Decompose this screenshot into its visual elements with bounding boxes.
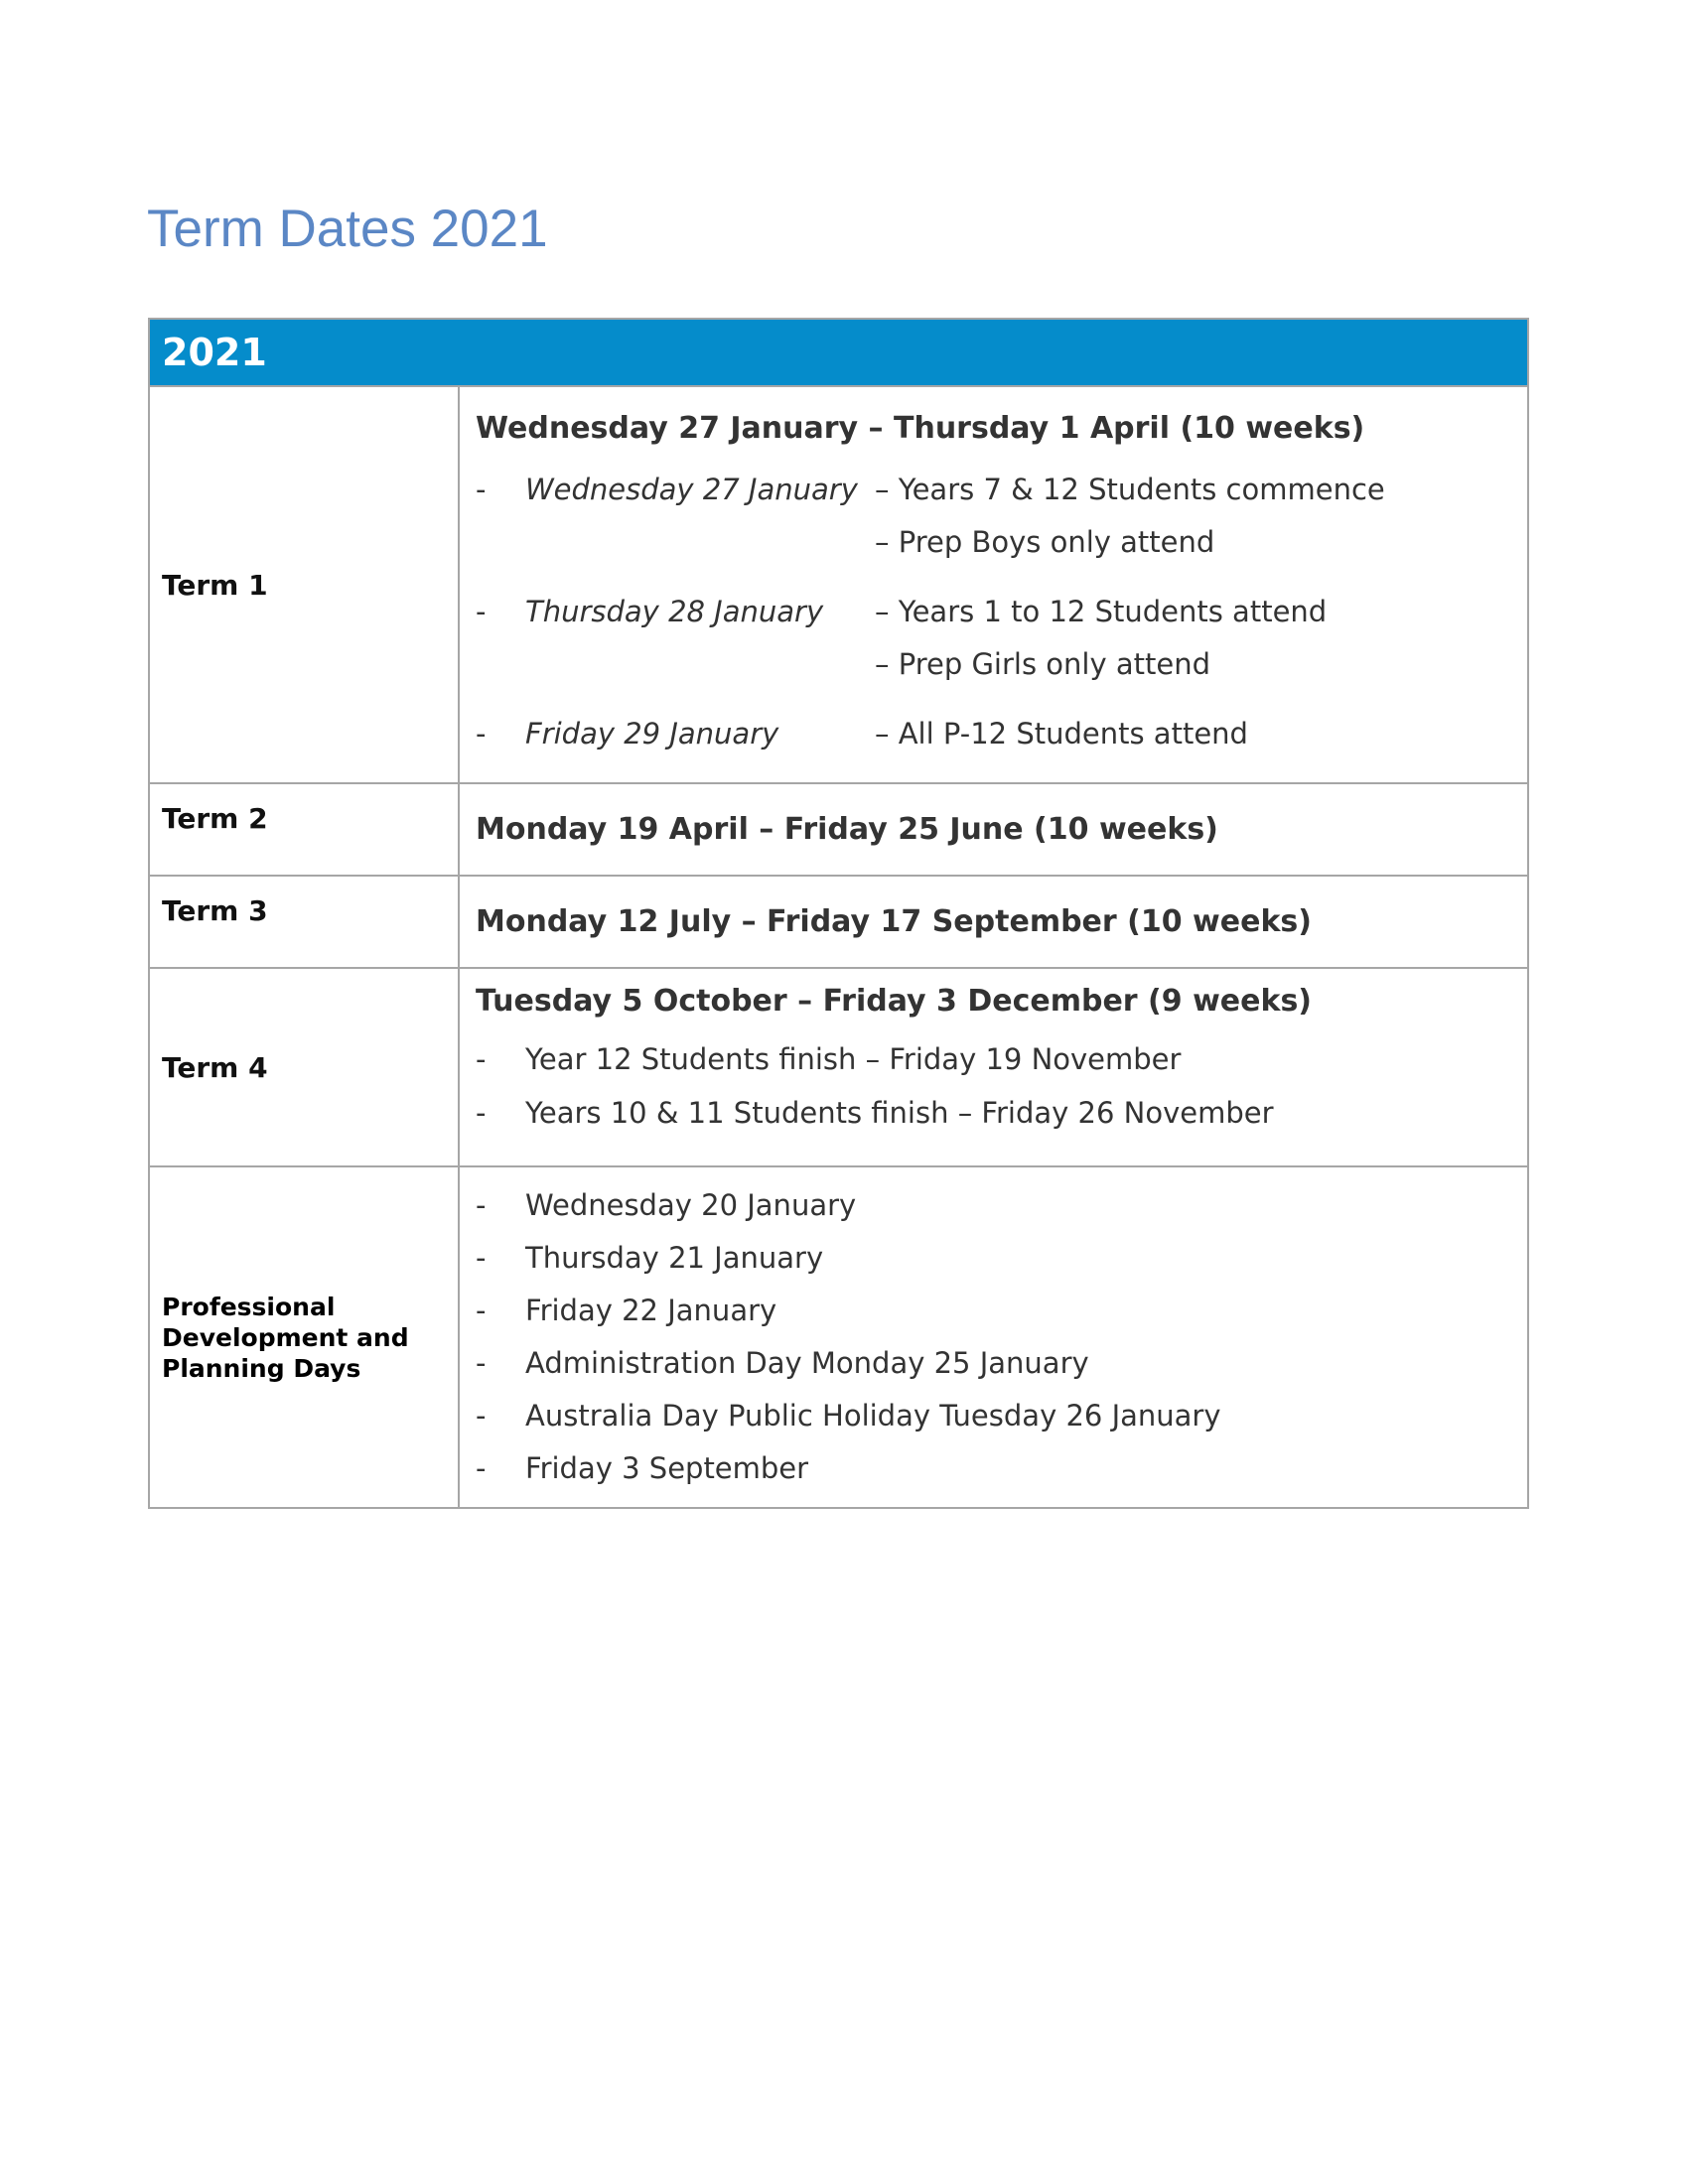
term-4-item [476,1039,1519,1079]
year-header [149,319,1528,386]
pd-day-item [476,1185,1519,1225]
table-header-row [149,319,1528,386]
term-1-item-continuation [476,644,1519,684]
term-1-item [476,470,1519,509]
table-row-term-1 [149,386,1528,783]
table-row-term-2 [149,783,1528,876]
bullet-dash: - [476,1188,487,1222]
bullet-dash: - [476,1042,487,1076]
term-4-item [476,1093,1519,1133]
bullet-dash: - [476,1451,487,1485]
term-1-item-note: – Prep Girls only attend [875,647,1210,681]
pd-days-label-line: Development and [162,1322,409,1352]
bullet-dash: - [476,1294,487,1327]
term-1-item-note: – Years 7 & 12 Students commence [875,473,1385,506]
term-1-label-cell [149,386,459,783]
pd-days-label-line: Planning Days [162,1353,361,1383]
term-1-item-note: – Years 1 to 12 Students attend [875,595,1328,628]
table-row-term-3 [149,876,1528,968]
term-1-range: Wednesday 27 January – Thursday 1 April (10 weeks) [476,411,1365,446]
pd-days-label-cell [149,1166,459,1508]
table-row-term-4 [149,968,1528,1166]
pd-day-item [476,1343,1519,1383]
term-4-detail-cell [459,968,1528,1166]
term-1-label: Term 1 [162,568,268,602]
term-4-range: Tuesday 5 October – Friday 3 December (9 weeks) [476,984,1313,1019]
term-2-detail-cell [459,783,1528,876]
bullet-dash: - [476,595,487,628]
term-3-detail-cell [459,876,1528,968]
pd-day-item [476,1396,1519,1435]
term-1-item-note: – All P-12 Students attend [875,717,1248,751]
bullet-dash: - [476,473,487,506]
term-1-item-day: Thursday 28 January [525,595,824,628]
pd-day-text: Friday 22 January [525,1294,777,1327]
term-1-item-day: Wednesday 27 January [525,473,858,506]
pd-day-item [476,1291,1519,1330]
pd-day-text: Wednesday 20 January [525,1188,857,1222]
term-1-item-day: Friday 29 January [525,717,779,751]
term-1-detail-cell [459,386,1528,783]
term-3-range: Monday 12 July – Friday 17 September (10 weeks) [476,903,1312,939]
term-dates-table [148,318,1529,1509]
pd-day-text: Thursday 21 January [525,1241,824,1275]
bullet-dash: - [476,1096,487,1130]
term-4-label: Term 4 [162,1050,268,1084]
term-2-label: Term 2 [162,802,268,835]
page-title: Term Dates 2021 [147,200,548,258]
term-2-range: Monday 19 April – Friday 25 June (10 weeks) [476,811,1218,847]
pd-day-text: Friday 3 September [525,1451,809,1485]
pd-days-detail-cell [459,1166,1528,1508]
term-3-label-cell [149,876,459,968]
pd-day-text: Australia Day Public Holiday Tuesday 26 January [525,1399,1221,1433]
bullet-dash: - [476,717,487,751]
term-3-label: Term 3 [162,894,268,927]
table-row-pd-days [149,1166,1528,1508]
term-4-item-text: Years 10 & 11 Students finish – Friday 26 November [525,1096,1274,1130]
bullet-dash: - [476,1399,487,1433]
pd-day-item [476,1448,1519,1488]
bullet-dash: - [476,1346,487,1380]
pd-day-text: Administration Day Monday 25 January [525,1346,1089,1380]
term-4-item-text: Year 12 Students finish – Friday 19 November [525,1042,1182,1076]
pd-day-item [476,1238,1519,1278]
term-1-item-note: – Prep Boys only attend [875,525,1215,559]
term-1-item [476,592,1519,631]
term-1-item [476,714,1519,753]
term-1-item-continuation [476,522,1519,562]
term-4-label-cell [149,968,459,1166]
bullet-dash: - [476,1241,487,1275]
pd-days-label-line: Professional [162,1292,336,1321]
term-2-label-cell [149,783,459,876]
year-label: 2021 [162,331,267,374]
